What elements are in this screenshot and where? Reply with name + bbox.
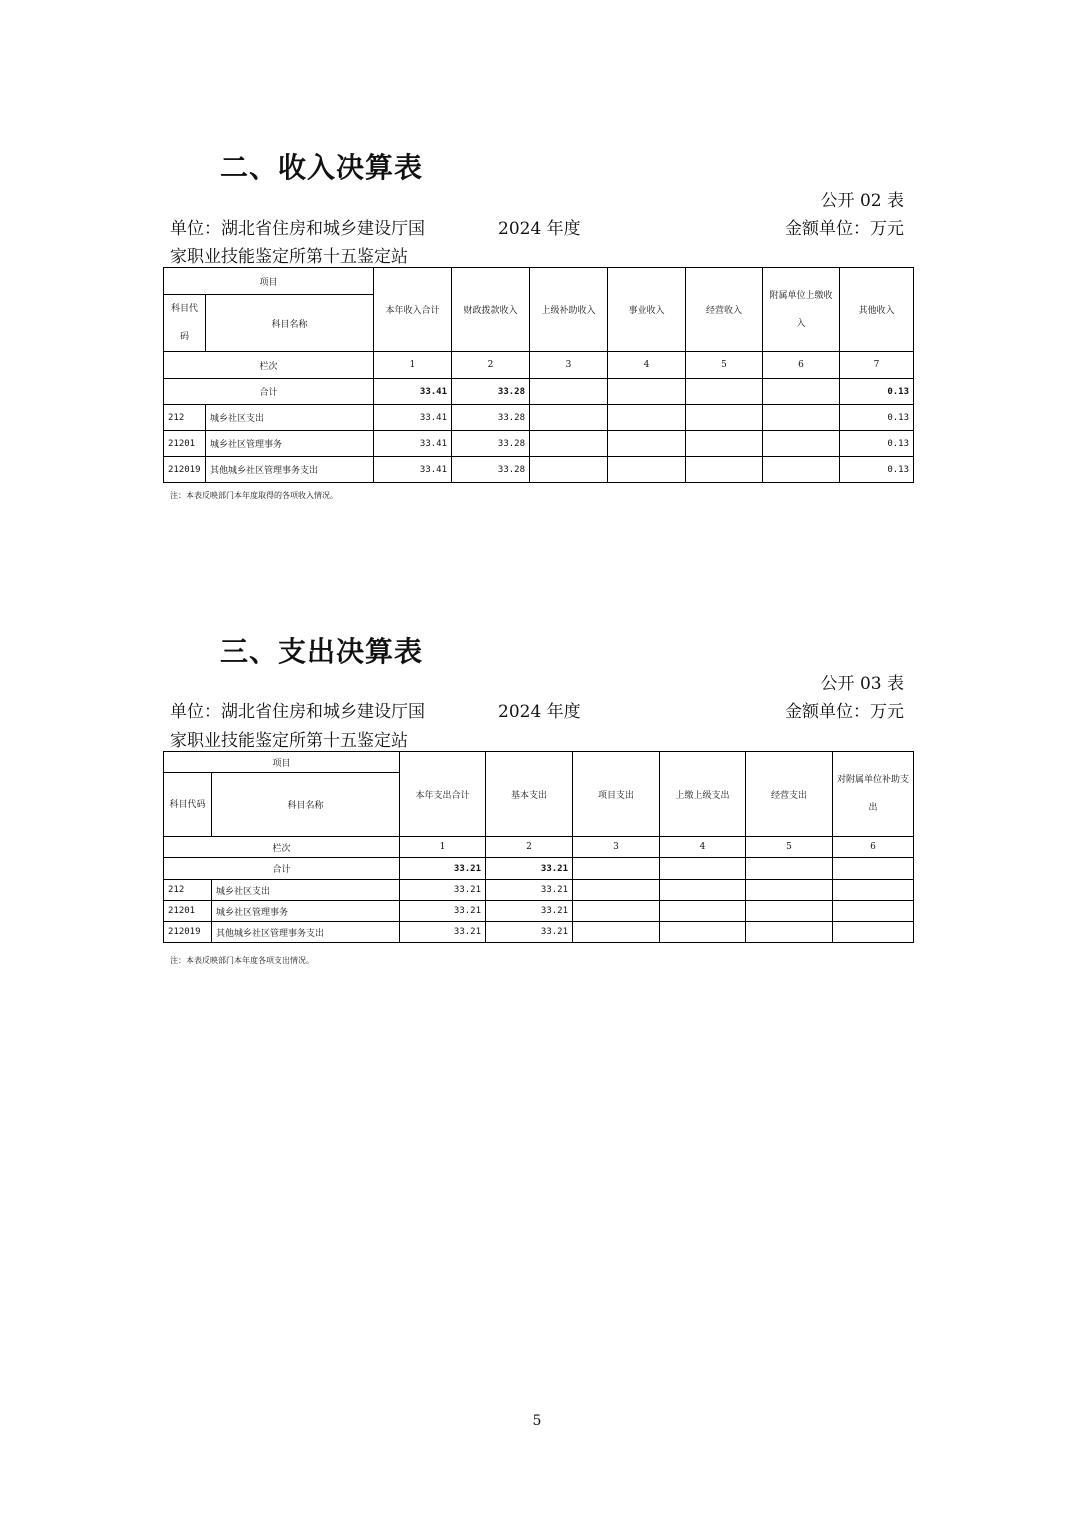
row-cell: 0.13 bbox=[840, 405, 914, 431]
table-row bbox=[164, 901, 914, 922]
row-cell bbox=[660, 922, 746, 943]
table-row bbox=[164, 922, 914, 943]
table-row bbox=[164, 405, 914, 431]
income-note: 注：本表反映部门本年度取得的各项收入情况。 bbox=[170, 491, 338, 500]
row-name: 城乡社区支出 bbox=[206, 405, 374, 431]
header-col-total: 本年收入合计 bbox=[374, 268, 452, 352]
header-code: 科目代码 bbox=[164, 295, 206, 352]
row-cell bbox=[833, 922, 914, 943]
income-table bbox=[163, 267, 914, 483]
row-cell bbox=[746, 880, 833, 901]
total-cell bbox=[833, 858, 914, 880]
header-code: 科目代码 bbox=[164, 773, 212, 837]
total-cell bbox=[746, 858, 833, 880]
income-title: 二、收入决算表 bbox=[220, 151, 424, 184]
col-index: 4 bbox=[660, 837, 746, 858]
total-cell bbox=[608, 379, 686, 405]
total-cell: 0.13 bbox=[840, 379, 914, 405]
header-name: 科目名称 bbox=[206, 295, 374, 352]
row-code: 21201 bbox=[164, 431, 206, 457]
row-cell: 33.21 bbox=[486, 880, 573, 901]
header-col-total: 本年支出合计 bbox=[400, 752, 486, 837]
total-label: 合计 bbox=[164, 379, 374, 405]
expense-title: 三、支出决算表 bbox=[220, 635, 424, 668]
row-cell bbox=[763, 431, 840, 457]
row-name: 其他城乡社区管理事务支出 bbox=[212, 922, 400, 943]
row-cell: 33.41 bbox=[374, 405, 452, 431]
row-cell bbox=[608, 405, 686, 431]
row-cell bbox=[686, 457, 763, 483]
row-cell: 0.13 bbox=[840, 457, 914, 483]
table-row bbox=[164, 431, 914, 457]
expense-form-number: 公开 03 表 bbox=[820, 674, 904, 694]
income-unit-line2: 家职业技能鉴定所第十五鉴定站 bbox=[170, 247, 408, 267]
row-cell: 33.21 bbox=[400, 880, 486, 901]
row-cell bbox=[746, 901, 833, 922]
row-code: 212 bbox=[164, 405, 206, 431]
col-index-label: 栏次 bbox=[164, 837, 400, 858]
row-name: 城乡社区管理事务 bbox=[212, 901, 400, 922]
row-cell bbox=[686, 405, 763, 431]
expense-unit-line2: 家职业技能鉴定所第十五鉴定站 bbox=[170, 731, 408, 751]
expense-year: 2024 年度 bbox=[498, 702, 581, 722]
income-unit-line1: 单位：湖北省住房和城乡建设厅国 bbox=[170, 219, 425, 239]
row-cell bbox=[763, 457, 840, 483]
row-cell: 33.41 bbox=[374, 457, 452, 483]
header-item: 项目 bbox=[164, 752, 400, 773]
total-cell: 33.28 bbox=[452, 379, 530, 405]
header-col-project: 项目支出 bbox=[573, 752, 660, 837]
row-cell bbox=[530, 431, 608, 457]
header-col-other: 其他收入 bbox=[840, 268, 914, 352]
income-year: 2024 年度 bbox=[498, 219, 581, 239]
col-index: 6 bbox=[833, 837, 914, 858]
row-cell: 33.28 bbox=[452, 457, 530, 483]
expense-table bbox=[163, 751, 914, 943]
header-col-affiliated: 附属单位上缴收入 bbox=[763, 268, 840, 352]
header-col-business: 事业收入 bbox=[608, 268, 686, 352]
row-name: 城乡社区管理事务 bbox=[206, 431, 374, 457]
total-cell bbox=[763, 379, 840, 405]
col-index: 5 bbox=[746, 837, 833, 858]
col-index: 2 bbox=[486, 837, 573, 858]
col-index: 1 bbox=[400, 837, 486, 858]
row-cell: 33.21 bbox=[486, 901, 573, 922]
total-cell bbox=[660, 858, 746, 880]
total-cell: 33.21 bbox=[486, 858, 573, 880]
col-index: 7 bbox=[840, 352, 914, 379]
row-cell bbox=[746, 922, 833, 943]
header-col-remit-superior: 上缴上级支出 bbox=[660, 752, 746, 837]
header-name: 科目名称 bbox=[212, 773, 400, 837]
row-name: 城乡社区支出 bbox=[212, 880, 400, 901]
row-cell: 33.28 bbox=[452, 405, 530, 431]
row-cell bbox=[608, 457, 686, 483]
row-cell: 33.28 bbox=[452, 431, 530, 457]
col-index: 4 bbox=[608, 352, 686, 379]
header-col-affiliated-subsidy: 对附属单位补助支出 bbox=[833, 752, 914, 837]
total-cell bbox=[573, 858, 660, 880]
total-label: 合计 bbox=[164, 858, 400, 880]
col-index: 3 bbox=[530, 352, 608, 379]
col-index: 6 bbox=[763, 352, 840, 379]
expense-currency-unit: 金额单位：万元 bbox=[785, 702, 904, 722]
header-col-operating: 经营收入 bbox=[686, 268, 763, 352]
col-index: 2 bbox=[452, 352, 530, 379]
row-name: 其他城乡社区管理事务支出 bbox=[206, 457, 374, 483]
header-col-fiscal: 财政拨款收入 bbox=[452, 268, 530, 352]
row-cell bbox=[763, 405, 840, 431]
header-col-operating: 经营支出 bbox=[746, 752, 833, 837]
col-index: 3 bbox=[573, 837, 660, 858]
row-cell bbox=[660, 901, 746, 922]
header-col-basic: 基本支出 bbox=[486, 752, 573, 837]
table-row bbox=[164, 457, 914, 483]
row-cell bbox=[660, 880, 746, 901]
income-currency-unit: 金额单位：万元 bbox=[785, 219, 904, 239]
total-cell: 33.21 bbox=[400, 858, 486, 880]
row-code: 212019 bbox=[164, 922, 212, 943]
col-index: 5 bbox=[686, 352, 763, 379]
row-cell bbox=[573, 901, 660, 922]
col-index-label: 栏次 bbox=[164, 352, 374, 379]
row-cell bbox=[530, 405, 608, 431]
row-code: 212019 bbox=[164, 457, 206, 483]
income-form-number: 公开 02 表 bbox=[820, 191, 904, 211]
total-cell bbox=[530, 379, 608, 405]
row-cell: 33.21 bbox=[400, 922, 486, 943]
row-code: 212 bbox=[164, 880, 212, 901]
total-cell bbox=[686, 379, 763, 405]
row-cell bbox=[573, 880, 660, 901]
total-cell: 33.41 bbox=[374, 379, 452, 405]
row-cell bbox=[833, 880, 914, 901]
page-number: 5 bbox=[532, 1413, 542, 1429]
header-item: 项目 bbox=[164, 268, 374, 295]
table-row bbox=[164, 880, 914, 901]
row-cell bbox=[608, 431, 686, 457]
expense-unit-line1: 单位：湖北省住房和城乡建设厅国 bbox=[170, 702, 425, 722]
col-index: 1 bbox=[374, 352, 452, 379]
row-cell: 33.21 bbox=[400, 901, 486, 922]
row-cell: 33.21 bbox=[486, 922, 573, 943]
row-cell bbox=[530, 457, 608, 483]
row-cell bbox=[833, 901, 914, 922]
row-cell: 0.13 bbox=[840, 431, 914, 457]
row-cell bbox=[686, 431, 763, 457]
row-cell bbox=[573, 922, 660, 943]
header-col-superior-subsidy: 上级补助收入 bbox=[530, 268, 608, 352]
expense-note: 注：本表反映部门本年度各项支出情况。 bbox=[170, 956, 314, 965]
row-cell: 33.41 bbox=[374, 431, 452, 457]
row-code: 21201 bbox=[164, 901, 212, 922]
